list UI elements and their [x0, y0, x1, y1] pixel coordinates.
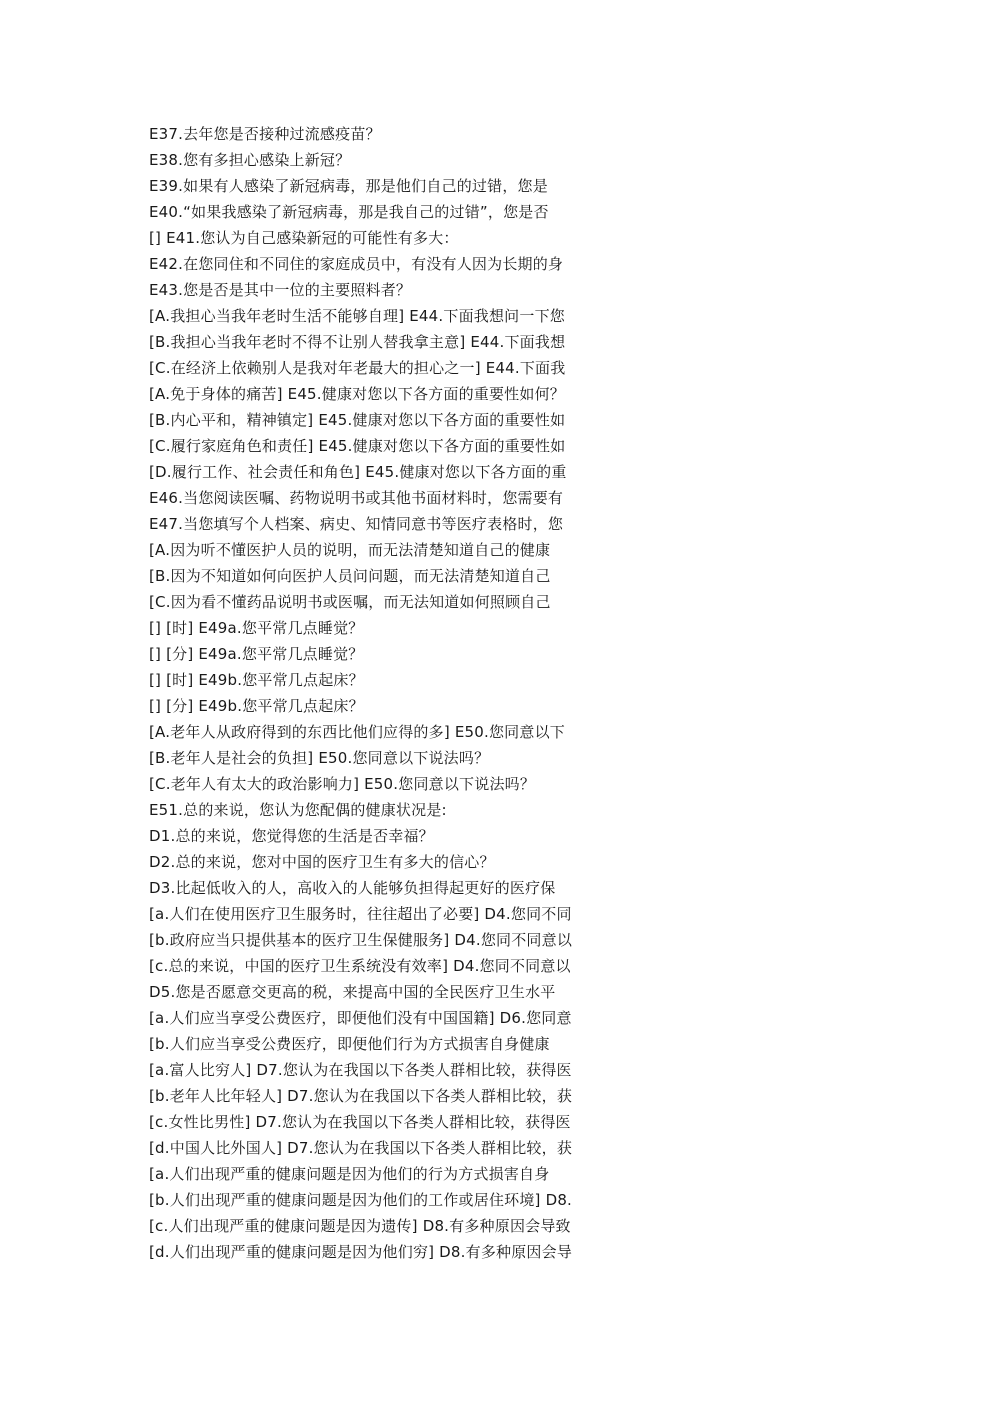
- text-line: [B.因为不知道如何向医护人员问问题，而无法清楚知道自己: [149, 567, 551, 585]
- text-line: E38.您有多担心感染上新冠？: [149, 151, 351, 169]
- text-line: [c.总的来说，中国的医疗卫生系统没有效率] D4.您同不同意以: [149, 957, 571, 975]
- text-line: [b.人们应当享受公费医疗，即便他们行为方式损害自身健康: [149, 1035, 550, 1053]
- text-line: [B.内心平和，精神镇定] E45.健康对您以下各方面的重要性如: [149, 411, 566, 429]
- text-line: [b.老年人比年轻人] D7.您认为在我国以下各类人群相比较，获: [149, 1087, 573, 1105]
- text-line: E37.去年您是否接种过流感疫苗？: [149, 125, 381, 143]
- text-line: E47.当您填写个人档案、病史、知情同意书等医疗表格时，您: [149, 515, 564, 533]
- text-line: [a.人们应当享受公费医疗，即便他们没有中国国籍] D6.您同意: [149, 1009, 572, 1027]
- text-line: [] [时] E49b.您平常几点起床？: [149, 671, 364, 689]
- text-line: [c.人们出现严重的健康问题是因为遗传] D8.有多种原因会导致: [149, 1217, 571, 1235]
- text-line: [A.因为听不懂医护人员的说明，而无法清楚知道自己的健康: [149, 541, 551, 559]
- text-line: [B.我担心当我年老时不得不让别人替我拿主意] E44.下面我想: [149, 333, 566, 351]
- text-line: E40.“如果我感染了新冠病毒，那是我自己的过错”，您是否: [149, 203, 549, 221]
- text-line: [] E41.您认为自己感染新冠的可能性有多大：: [149, 229, 459, 247]
- text-line: [d.中国人比外国人] D7.您认为在我国以下各类人群相比较，获: [149, 1139, 573, 1157]
- text-line: E46.当您阅读医嘱、药物说明书或其他书面材料时，您需要有: [149, 489, 564, 507]
- text-line: [C.因为看不懂药品说明书或医嘱，而无法知道如何照顾自己: [149, 593, 551, 611]
- text-line: D1.总的来说，您觉得您的生活是否幸福？: [149, 827, 434, 845]
- text-line: [a.人们出现严重的健康问题是因为他们的行为方式损害自身: [149, 1165, 550, 1183]
- text-line: D5.您是否愿意交更高的税，来提高中国的全民医疗卫生水平: [149, 983, 556, 1001]
- text-line: [b.政府应当只提供基本的医疗卫生保健服务] D4.您同不同意以: [149, 931, 573, 949]
- text-line: [] [分] E49b.您平常几点起床？: [149, 697, 364, 715]
- text-line: [C.在经济上依赖别人是我对年老最大的担心之一] E44.下面我: [149, 359, 566, 377]
- text-line: [] [分] E49a.您平常几点睡觉？: [149, 645, 364, 663]
- text-line: [B.老年人是社会的负担] E50.您同意以下说法吗？: [149, 749, 490, 767]
- text-line: [A.免于身体的痛苦] E45.健康对您以下各方面的重要性如何？: [149, 385, 565, 403]
- text-line: E42.在您同住和不同住的家庭成员中，有没有人因为长期的身: [149, 255, 564, 273]
- text-line: [c.女性比男性] D7.您认为在我国以下各类人群相比较，获得医: [149, 1113, 571, 1131]
- text-line: [b.人们出现严重的健康问题是因为他们的工作或居住环境] D8.: [149, 1191, 573, 1209]
- question-list: [149, 121, 649, 1265]
- text-line: [C.履行家庭角色和责任] E45.健康对您以下各方面的重要性如: [149, 437, 566, 455]
- text-line: [d.人们出现严重的健康问题是因为他们穷] D8.有多种原因会导: [149, 1243, 573, 1261]
- text-line: [A.老年人从政府得到的东西比他们应得的多] E50.您同意以下: [149, 723, 565, 741]
- text-line: [] [时] E49a.您平常几点睡觉？: [149, 619, 364, 637]
- text-line: E43.您是否是其中一位的主要照料者？: [149, 281, 412, 299]
- text-line: [C.老年人有太大的政治影响力] E50.您同意以下说法吗？: [149, 775, 536, 793]
- text-line: E39.如果有人感染了新冠病毒，那是他们自己的过错，您是: [149, 177, 548, 195]
- text-line: [A.我担心当我年老时生活不能够自理] E44.下面我想问一下您: [149, 307, 565, 325]
- text-line: D2.总的来说，您对中国的医疗卫生有多大的信心？: [149, 853, 495, 871]
- text-line: [a.人们在使用医疗卫生服务时，往往超出了必要] D4.您同不同: [149, 905, 572, 923]
- text-line: D3.比起低收入的人，高收入的人能够负担得起更好的医疗保: [149, 879, 556, 897]
- text-line: [a.富人比穷人] D7.您认为在我国以下各类人群相比较，获得医: [149, 1061, 572, 1079]
- text-line: [D.履行工作、社会责任和角色] E45.健康对您以下各方面的重: [149, 463, 567, 481]
- text-line: E51.总的来说，您认为您配偶的健康状况是:: [149, 801, 447, 819]
